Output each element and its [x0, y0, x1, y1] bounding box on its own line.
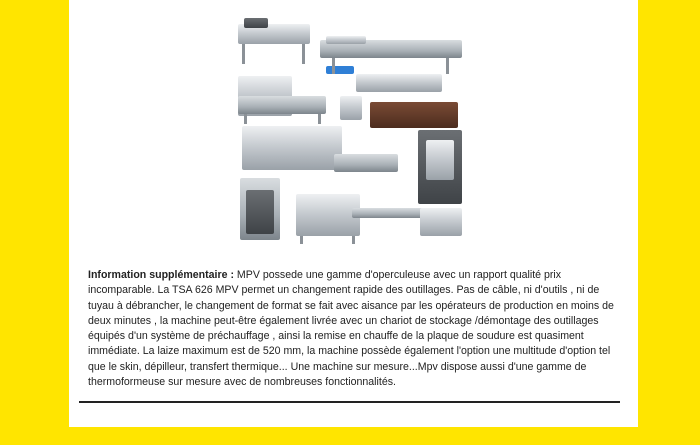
machine-collage-image: [236, 18, 464, 244]
machine-photo: [246, 190, 274, 234]
cart-photo: [340, 96, 362, 120]
machine-photo: [420, 208, 462, 236]
info-text: MPV possede une gamme d'operculeuse avec un rapport qualité prix incomparable. La TSA 626 MPV permet un changement rapide des outillages. Pas de câble, ni d'outils , ni de tuyau à débrancher, le changement de format se fait avec aisance par les opérateurs de production en moins de deux minutes , la machine peut-être également livrée avec un chariot de stockage /démontage des outillages équipés d'un système de préchauffage , ainsi la remise en chauffe de la plaque de soudure est quasiment immédiate. La laize maximum est de 520 mm, la machine possède également l'option une multitude d'option tel que le skin, dépilleur, transfert thermique... Une machine sur mesure...Mpv dispose aussi d'une gamme de thermoformeuse sur mesure avec de nombreuses fonctionnalités.: [88, 269, 614, 389]
machine-photo: [244, 18, 268, 28]
machine-photo: [296, 194, 360, 236]
machine-photo: [238, 96, 326, 114]
machine-photo: [426, 140, 454, 180]
machine-photo: [334, 154, 398, 172]
machine-photo: [356, 74, 442, 92]
divider: [79, 401, 620, 403]
info-label: Information supplémentaire :: [88, 269, 234, 281]
machine-photo: [352, 208, 428, 218]
conveyor-photo: [326, 66, 354, 74]
additional-information: [88, 268, 616, 390]
machine-photo: [242, 126, 342, 170]
machine-photo: [370, 102, 458, 128]
machine-photo: [326, 36, 366, 44]
